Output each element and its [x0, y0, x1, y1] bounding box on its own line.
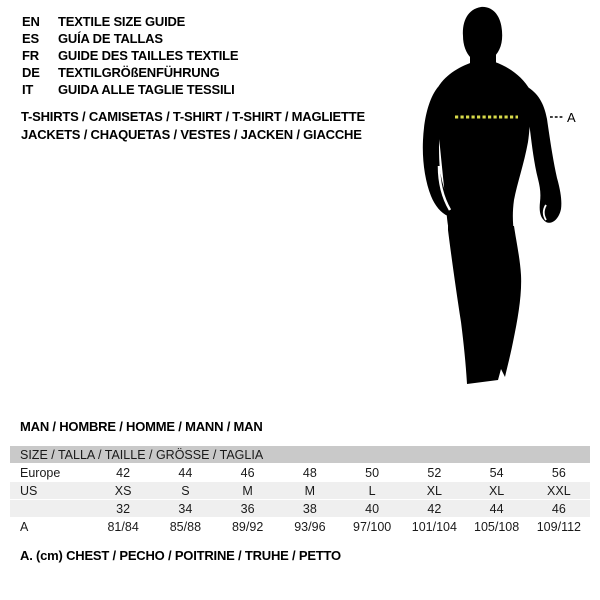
size-cell: 81/84 [107, 520, 139, 534]
language-label: TEXTILE SIZE GUIDE [58, 14, 186, 29]
language-row [22, 30, 238, 47]
size-cell: 42 [116, 466, 131, 480]
language-label: TEXTILGRÖßENFÜHRUNG [58, 65, 220, 80]
size-cell: M [304, 484, 316, 498]
row-label: US [20, 484, 38, 498]
size-cell: 46 [551, 502, 566, 516]
size-cell: 34 [178, 502, 193, 516]
measurement-note: A. (cm) CHEST / PECHO / POITRINE / TRUHE / PETTO [20, 548, 341, 563]
size-cell: 109/112 [536, 520, 581, 534]
section-title-man: MAN / HOMBRE / HOMME / MANN / MAN [20, 419, 263, 434]
row-label [10, 500, 92, 517]
garment-categories [21, 108, 365, 144]
table-row-us [10, 482, 590, 500]
size-cell: XL [488, 484, 505, 498]
size-cell: 105/108 [474, 520, 520, 534]
size-cell: 85/88 [169, 520, 202, 534]
language-code: ES [22, 31, 39, 46]
language-code: FR [22, 48, 39, 63]
language-code: EN [22, 14, 40, 29]
language-row [22, 13, 238, 30]
language-row [22, 64, 238, 81]
language-row [22, 81, 238, 98]
size-cell: XXL [547, 484, 571, 498]
size-table-header: SIZE / TALLA / TAILLE / GRÖSSE / TAGLIA [10, 446, 590, 464]
size-cell: XL [426, 484, 443, 498]
size-cell: 97/100 [353, 520, 392, 534]
language-label: GUIDE DES TAILLES TEXTILE [58, 48, 239, 63]
table-row-chest-cm [10, 518, 590, 536]
size-cell: M [242, 484, 253, 498]
category-line-tshirts: T-SHIRTS / CAMISETAS / T-SHIRT / T-SHIRT / MAGLIETTE [21, 109, 365, 124]
measure-label: A [567, 110, 576, 125]
size-cell: 44 [489, 502, 504, 516]
size-cell: XS [114, 484, 132, 498]
size-cell: L [368, 484, 376, 498]
size-cell: 38 [302, 502, 317, 516]
language-code: DE [22, 65, 40, 80]
size-cell: 50 [365, 466, 380, 480]
category-line-jackets: JACKETS / CHAQUETAS / VESTES / JACKEN / GIACCHE [21, 127, 362, 142]
size-cell: 93/96 [294, 520, 326, 534]
size-cell: 101/104 [411, 520, 457, 534]
row-label: Europe [20, 466, 61, 480]
size-cell: 40 [365, 502, 380, 516]
size-cell: 54 [489, 466, 504, 480]
size-cell: 46 [240, 466, 255, 480]
table-row-secondary-sizes [10, 500, 590, 518]
size-cell: 42 [427, 502, 442, 516]
table-row-europe [10, 464, 590, 482]
size-cell: 44 [178, 466, 193, 480]
size-cell: 89/92 [231, 520, 264, 534]
row-label: A [20, 520, 29, 534]
language-row [22, 47, 238, 64]
size-cell: 56 [551, 466, 566, 480]
language-code: IT [22, 82, 34, 97]
size-cell: S [181, 484, 190, 498]
size-cell: 36 [240, 502, 255, 516]
size-table [10, 446, 590, 536]
language-label: GUÍA DE TALLAS [58, 31, 163, 46]
man-silhouette-figure [410, 0, 600, 400]
language-header-block [22, 13, 238, 98]
language-label: GUIDA ALLE TAGLIE TESSILI [58, 82, 235, 97]
size-cell: 48 [302, 466, 317, 480]
size-cell: 52 [427, 466, 442, 480]
size-cell: 32 [116, 502, 131, 516]
